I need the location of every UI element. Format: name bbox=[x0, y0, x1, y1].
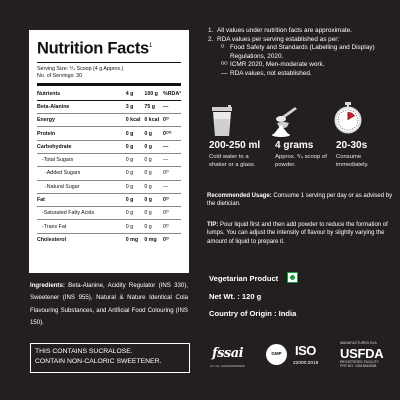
usfda-logo: MANUFACTURED IN A USFDA REGISTERED FACILITY FFR NO. 10918042538 bbox=[340, 341, 384, 368]
tip-paragraph: TIP: Pour liquid first and then add powder to reduce the formation of lumps. You can adjust the intensity of flavour by slightly varying the amount of liquid to prepare it. bbox=[207, 222, 388, 245]
rda-percent: — bbox=[163, 180, 181, 193]
rda-percent: 0ᴼ bbox=[163, 207, 181, 220]
value-per-100g: 0 g bbox=[144, 127, 163, 140]
value-per-4g: 0 mg bbox=[125, 236, 139, 243]
vegetarian-label: Vegetarian Product bbox=[209, 274, 279, 283]
servings-count: No. of Servings: 30 bbox=[37, 72, 83, 79]
value-per-4g: 0 kcal bbox=[126, 114, 145, 127]
ingredients: Ingredients: Beta-Alanine, Acidity Regulator (INS 330), Sweetener (INS 955), Natural & Nature Identical Cola Flavouring Substances, and Artificial Food Colouring (INS 150). bbox=[30, 282, 188, 326]
value-per-100g: 0 g bbox=[144, 180, 163, 193]
water-amount: 200-250 ml bbox=[209, 140, 261, 151]
gmp-seal-icon: GMP bbox=[266, 344, 287, 365]
value-per-100g: 75 g bbox=[144, 100, 163, 113]
value-per-100g: 0 g bbox=[144, 220, 163, 233]
water-desc: Cold water to a shaker or a glass. bbox=[209, 154, 256, 168]
table-row bbox=[37, 100, 181, 113]
time-desc: Consume immediately. bbox=[336, 154, 369, 168]
table-row bbox=[37, 207, 181, 220]
nutrient-name: Protein bbox=[37, 127, 126, 140]
value-per-4g: 0 g bbox=[126, 220, 145, 233]
nutrient-name: Fat bbox=[37, 193, 126, 206]
nutrition-facts-title: Nutrition Facts$^1$ bbox=[37, 39, 152, 58]
time-amount: 20-30s bbox=[336, 140, 368, 151]
nutrition-notes bbox=[208, 27, 393, 79]
col-header-4g: 4 g bbox=[126, 88, 145, 101]
rda-percent: 0ᴼᴼ bbox=[163, 127, 181, 140]
serving-size: Serving Size: ³/₄ Scoop (4 g Approx.) bbox=[37, 65, 124, 72]
shaker-bottle-icon bbox=[209, 103, 235, 142]
value-per-100g: 0 g bbox=[144, 193, 163, 206]
thick-divider bbox=[37, 83, 181, 86]
table-row bbox=[37, 233, 181, 246]
rda-percent: — bbox=[163, 140, 181, 153]
usage-steps bbox=[207, 103, 397, 183]
vegetarian-mark-icon bbox=[287, 272, 298, 283]
rda-percent: 0ᴼ bbox=[163, 167, 181, 180]
rda-percent: 0ᴼ bbox=[163, 220, 181, 233]
value-per-100g: 0 g bbox=[144, 167, 163, 180]
col-header-nutrients: Nutrients bbox=[37, 88, 126, 101]
powder-amount: 4 grams bbox=[275, 140, 314, 151]
table-row bbox=[37, 167, 181, 180]
powder-scoop-icon bbox=[269, 105, 309, 142]
certification-logos bbox=[208, 336, 398, 376]
nutrient-name: -Total Sugars bbox=[37, 153, 126, 166]
note-2c: — RDA values, not established. bbox=[221, 69, 312, 77]
table-header-row bbox=[37, 88, 181, 101]
value-per-100g: 0 g bbox=[144, 153, 163, 166]
table-row bbox=[37, 127, 181, 140]
rda-percent: 0ᴼ bbox=[163, 114, 181, 127]
stopwatch-icon bbox=[333, 102, 363, 139]
iso-logo: ISO 22000:2018 bbox=[293, 343, 319, 366]
table-row bbox=[37, 193, 181, 206]
value-per-4g: 3 g bbox=[126, 100, 145, 113]
country-of-origin: Country of Origin : India bbox=[209, 309, 297, 318]
value-per-4g: 0 g bbox=[126, 207, 145, 220]
sweetener-warning-box bbox=[30, 343, 190, 373]
rda-percent: — bbox=[163, 153, 181, 166]
value-per-100g: 0 kcal bbox=[144, 114, 163, 127]
table-row bbox=[37, 220, 181, 233]
value-per-4g: 0 g bbox=[126, 167, 145, 180]
title-footnote: 1 bbox=[148, 43, 152, 49]
nutrient-name: Energy bbox=[37, 114, 126, 127]
nutrient-name: -Added Sugars bbox=[37, 167, 126, 180]
nutrient-name: -Trans Fat bbox=[37, 220, 126, 233]
note-2: 2. RDA values per serving established as per: bbox=[208, 35, 340, 43]
note-1: 1. All values under nutrition facts are approximate. bbox=[208, 27, 352, 34]
net-weight: Net Wt. : 120 g bbox=[209, 292, 262, 301]
value-per-4g: 0 g bbox=[126, 153, 145, 166]
value-per-4g: 0 g bbox=[126, 180, 145, 193]
table-row bbox=[37, 153, 181, 166]
table-row bbox=[37, 114, 181, 127]
value-per-4g: 0 g bbox=[126, 127, 145, 140]
col-header-100g: 100 g bbox=[144, 88, 163, 101]
value-per-4g: 0 g bbox=[126, 193, 145, 206]
rda-percent: 0ᴼ bbox=[163, 236, 169, 243]
divider bbox=[37, 62, 181, 63]
rda-percent: — bbox=[163, 100, 181, 113]
col-header-rda: %RDA² bbox=[163, 88, 181, 101]
table-row bbox=[37, 140, 181, 153]
value-per-100g: 0 g bbox=[144, 140, 163, 153]
value-per-100g: 0 g bbox=[144, 207, 163, 220]
value-per-4g: 0 g bbox=[126, 140, 145, 153]
nutrient-name: Carbohydrate bbox=[37, 140, 126, 153]
nutrient-name: -Saturated Fatty Acids bbox=[37, 207, 126, 220]
nutrition-table bbox=[37, 88, 181, 247]
fssai-logo: fssai Lic. No. 10021022000428 bbox=[210, 346, 245, 368]
powder-desc: Approx. ³/₄ scoop of powder. bbox=[275, 154, 327, 168]
nutrient-name: Beta-Alanine bbox=[37, 100, 126, 113]
note-2a: ᴼ Food Safety and Standards (Labelling and Display) Regulations, 2020. bbox=[221, 44, 375, 60]
recommended-usage: Recommended Usage: Consume 1 serving per day or as advised by the dietician. bbox=[207, 193, 393, 208]
nutrient-name: Cholesterol bbox=[37, 236, 67, 243]
table-row bbox=[37, 180, 181, 193]
nutrient-name: -Natural Sugar bbox=[37, 180, 126, 193]
rda-percent: 0ᴼ bbox=[163, 193, 181, 206]
warning-line-2: CONTAIN NON-CALORIC SWEETENER. bbox=[35, 358, 162, 365]
value-per-100g: 0 mg bbox=[144, 236, 157, 243]
warning-line-1: THIS CONTAINS SUCRALOSE. bbox=[35, 348, 133, 355]
note-2b: ᴼᴼ ICMR 2020, Men-moderate work. bbox=[221, 61, 325, 69]
nutrition-facts-panel bbox=[29, 30, 189, 273]
